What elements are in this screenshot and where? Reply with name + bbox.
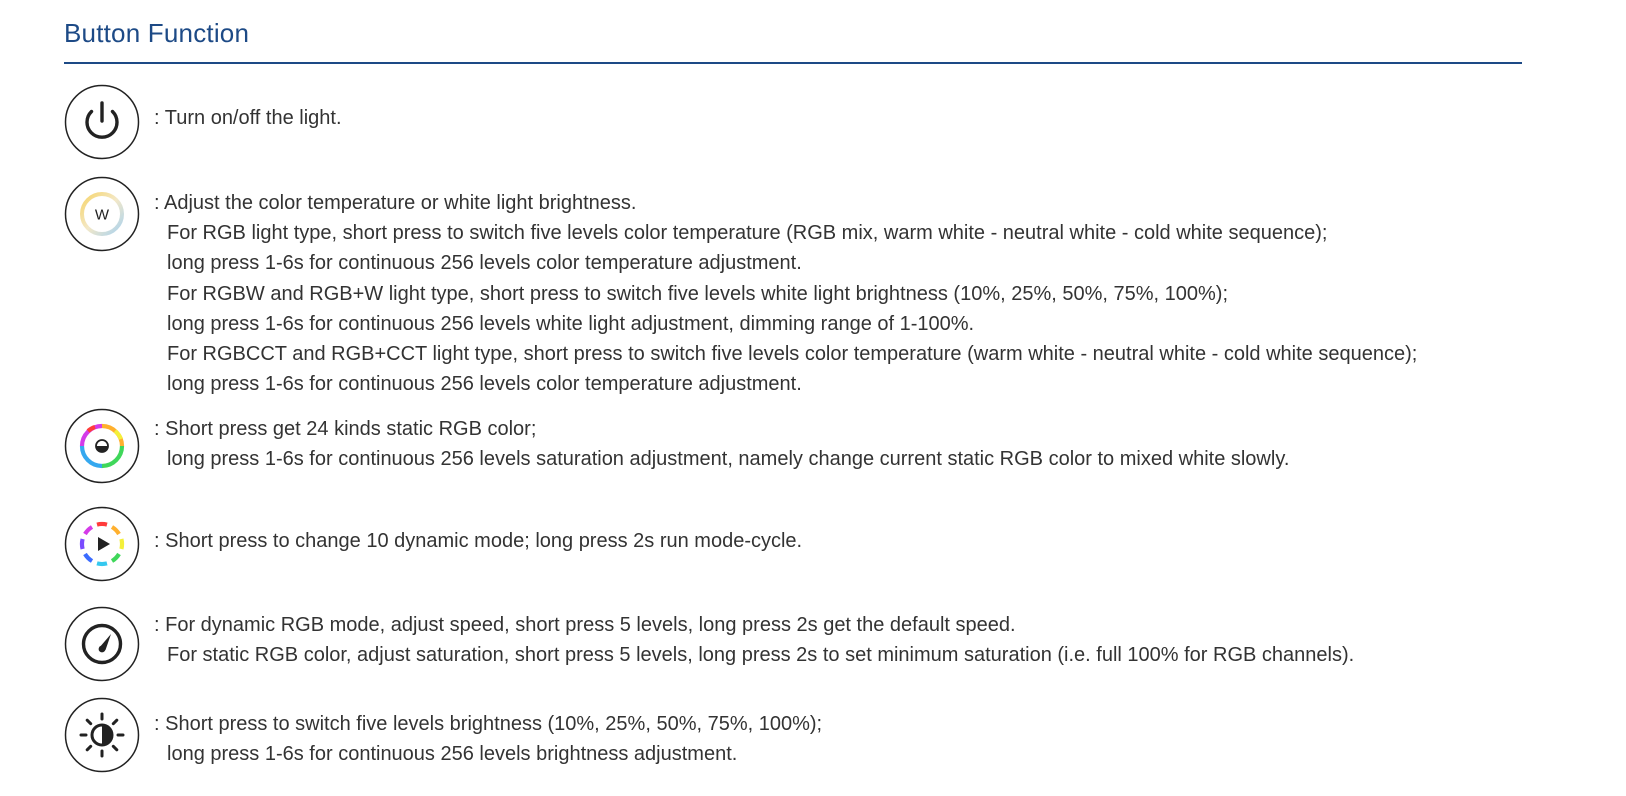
description-line: For RGBCCT and RGB+CCT light type, short press to switch five levels color temperature (warm white - neutral white - cold white sequence); — [167, 343, 1418, 366]
w-letter: W — [94, 206, 110, 224]
description-line: long press 1-6s for continuous 256 levels brightness adjustment. — [167, 743, 738, 766]
white-description — [154, 188, 1417, 399]
speed-gauge-icon — [64, 606, 140, 682]
description-line: long press 1-6s for continuous 256 levels white light adjustment, dimming range of 1-100%. — [167, 312, 975, 335]
description-line: : Short press to switch five levels brightness (10%, 25%, 50%, 75%, 100%); — [154, 713, 823, 735]
description-line: : For dynamic RGB mode, adjust speed, short press 5 levels, long press 2s get the default speed. — [154, 614, 1016, 636]
power-description — [154, 103, 342, 133]
description-line: long press 1-6s for continuous 256 levels color temperature adjustment. — [167, 252, 802, 275]
mode-description — [154, 526, 802, 556]
description-line: long press 1-6s for continuous 256 levels color temperature adjustment. — [167, 373, 802, 396]
section-title: Button Function — [64, 18, 250, 48]
brightness-description — [154, 709, 822, 769]
title-divider — [64, 62, 1522, 64]
description-line: For RGB light type, short press to switch five levels color temperature (RGB mix, warm white - neutral white - cold white sequence); — [167, 222, 1328, 245]
power-button[interactable] — [64, 84, 140, 160]
power-icon — [64, 84, 140, 160]
description-line: : Short press get 24 kinds static RGB color; — [154, 418, 537, 440]
brightness-sun-icon — [64, 697, 140, 773]
speed-button[interactable] — [64, 606, 140, 682]
rgb-color-button[interactable] — [64, 408, 140, 484]
white-button[interactable] — [64, 176, 140, 252]
description-line: For static RGB color, adjust saturation, short press 5 levels, long press 2s to set minimum saturation (i.e. full 100% for RGB channels). — [167, 644, 1355, 667]
description-line: : Adjust the color temperature or white light brightness. — [154, 192, 637, 214]
speed-description — [154, 610, 1354, 670]
description-line: For RGBW and RGB+W light type, short press to switch five levels white light brightness (10%, 25%, 50%, 75%, 100%); — [167, 282, 1229, 305]
description-line: long press 1-6s for continuous 256 levels saturation adjustment, namely change current static RGB color to mixed white slowly. — [167, 448, 1290, 471]
rgb-color-wheel-icon — [64, 408, 140, 484]
white-w-icon — [64, 176, 140, 252]
brightness-button[interactable] — [64, 697, 140, 773]
description-line: : Short press to change 10 dynamic mode; long press 2s run mode-cycle. — [154, 530, 803, 552]
mode-button[interactable] — [64, 506, 140, 582]
rgb-color-description — [154, 414, 1289, 474]
play-mode-icon — [64, 506, 140, 582]
description-line: : Turn on/off the light. — [154, 107, 342, 129]
